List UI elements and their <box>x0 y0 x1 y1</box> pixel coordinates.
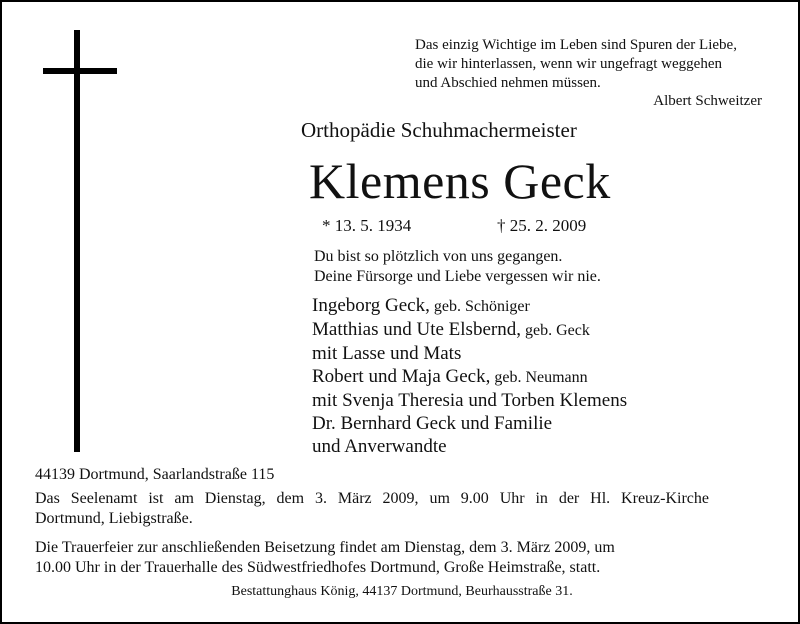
requiem-line: Dortmund, Liebigstraße. <box>35 510 193 527</box>
funeral-notice <box>35 538 775 578</box>
mourner-entry <box>312 365 627 389</box>
maiden-name: geb. Geck <box>520 322 590 339</box>
maiden-name: geb. Neumann <box>490 369 588 386</box>
mourner-entry <box>312 318 627 342</box>
mourners-list <box>312 294 627 458</box>
quote-author: Albert Schweitzer <box>653 93 762 109</box>
death-date: † 25. 2. 2009 <box>497 216 587 235</box>
mourner-entry <box>312 412 627 435</box>
maiden-name: geb. Schöniger <box>429 298 530 315</box>
quote-line: und Abschied nehmen müssen. <box>415 75 601 91</box>
cross-symbol-horizontal <box>43 68 117 74</box>
cross-symbol-vertical <box>74 30 80 452</box>
farewell-message <box>314 247 601 287</box>
mourner-entry <box>312 294 627 318</box>
mourner-name: Robert und Maja Geck, <box>312 366 491 387</box>
funeral-line: 10.00 Uhr in der Trauerhalle des Südwestfriedhofes Dortmund, Große Heimstraße, statt. <box>35 559 601 576</box>
mourner-entry <box>312 389 627 412</box>
mourner-name: und Anverwandte <box>312 436 447 457</box>
mourner-name: Ingeborg Geck, <box>312 295 430 316</box>
funeral-home: Bestattunghaus König, 44137 Dortmund, Beurhausstraße 31. <box>231 584 573 599</box>
mourner-name: Matthias und Ute Elsbernd, <box>312 319 521 340</box>
deceased-name: Klemens Geck <box>309 153 611 209</box>
birth-date: * 13. 5. 1934 <box>322 216 412 235</box>
requiem-notice <box>35 489 775 529</box>
quote-line: die wir hinterlassen, wenn wir ungefragt weggehen <box>415 56 722 72</box>
deceased-profession: Orthopädie Schuhmachermeister <box>301 118 577 142</box>
mourner-name: mit Lasse und Mats <box>312 343 462 364</box>
mourner-entry <box>312 435 627 458</box>
message-line: Du bist so plötzlich von uns gegangen. <box>314 248 563 265</box>
quote-block <box>415 36 785 93</box>
message-line: Deine Fürsorge und Liebe vergessen wir nie. <box>314 268 601 285</box>
mourner-entry <box>312 342 627 365</box>
requiem-line: Das Seelenamt ist am Dienstag, dem 3. März 2009, um 9.00 Uhr in der Hl. Kreuz-Kirche <box>35 490 709 507</box>
funeral-line: Die Trauerfeier zur anschließenden Beisetzung findet am Dienstag, dem 3. März 2009, um <box>35 539 615 556</box>
quote-line: Das einzig Wichtige im Leben sind Spuren der Liebe, <box>415 37 737 53</box>
mourner-name: Dr. Bernhard Geck und Familie <box>312 413 553 434</box>
service-details <box>35 465 775 578</box>
mourner-name: mit Svenja Theresia und Torben Klemens <box>312 390 628 411</box>
family-address: 44139 Dortmund, Saarlandstraße 115 <box>35 466 275 483</box>
